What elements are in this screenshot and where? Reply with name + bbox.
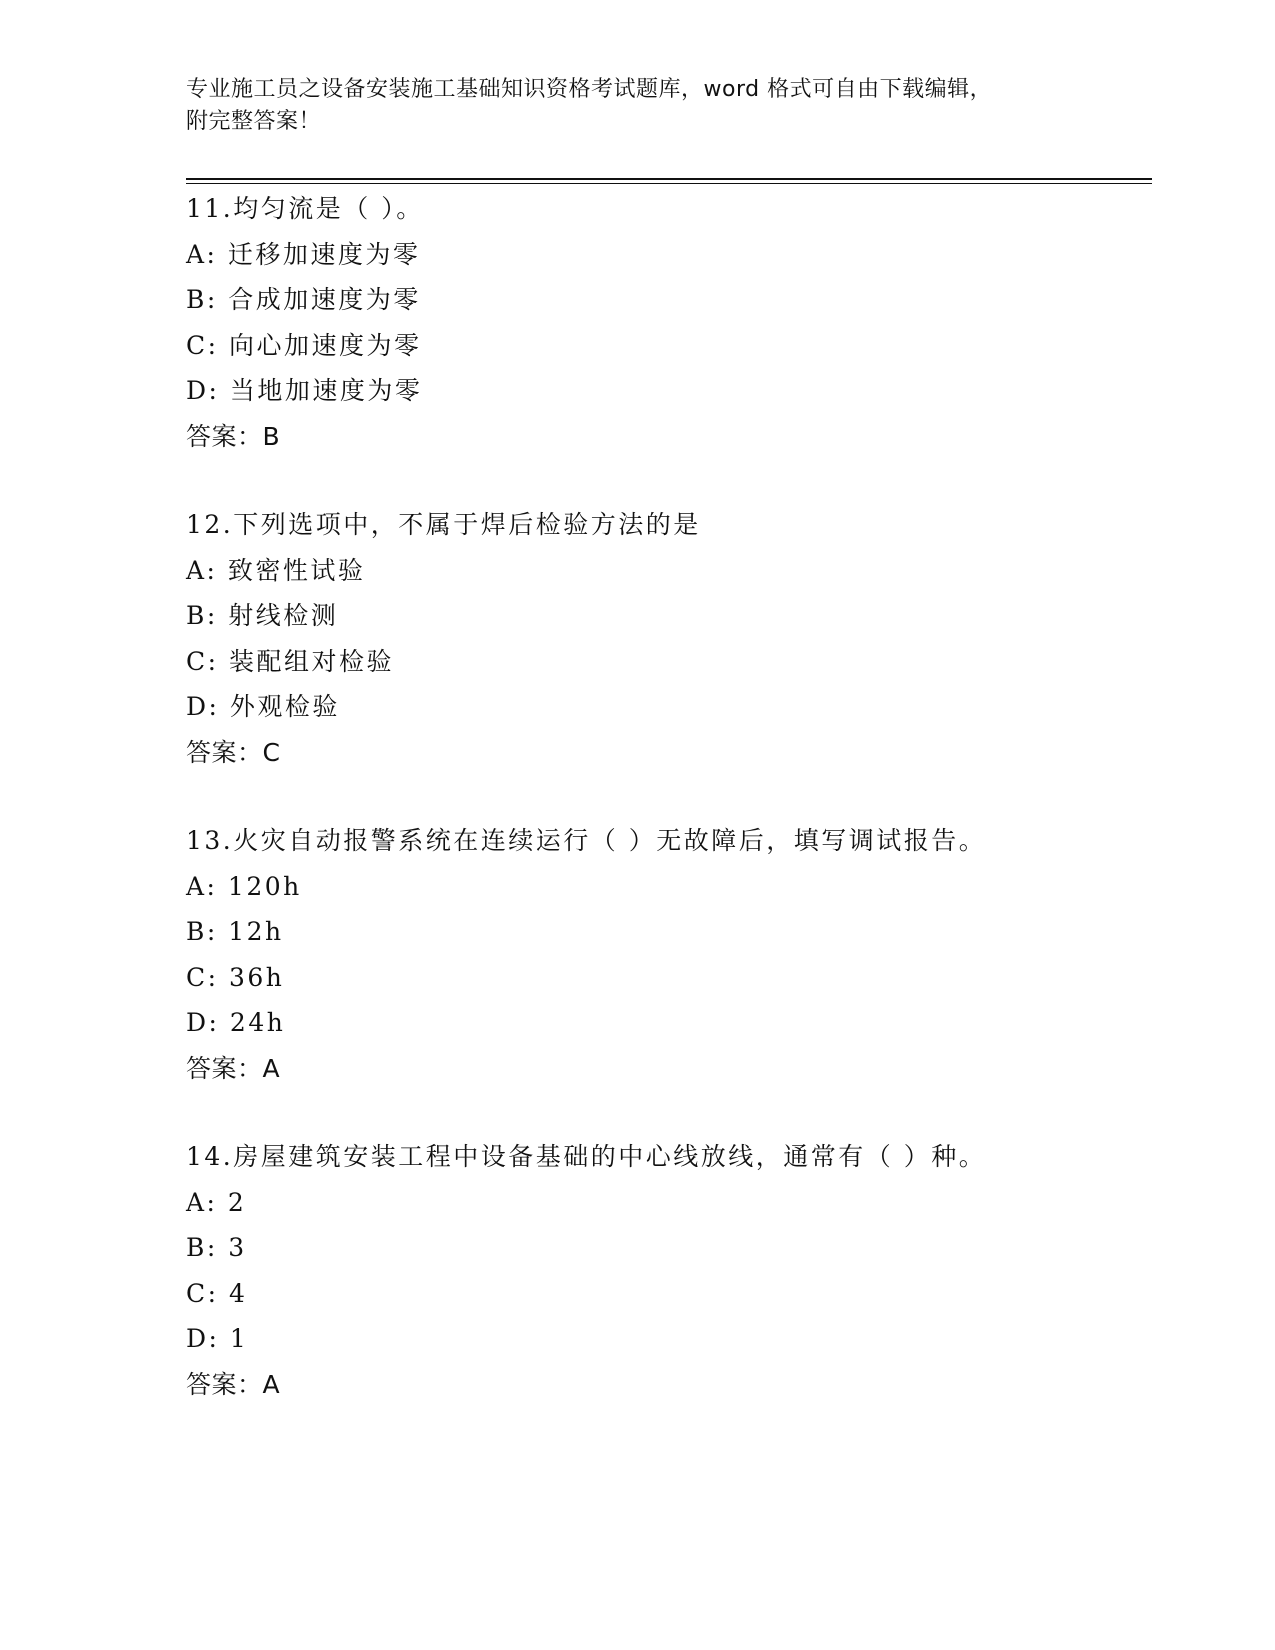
document-header bbox=[186, 74, 1066, 138]
option-b: B: 射线检测 bbox=[186, 601, 339, 630]
option-b: B: 12h bbox=[186, 917, 284, 946]
option-d: D: 当地加速度为零 bbox=[186, 376, 423, 405]
header-title-line-2: 附完整答案！ bbox=[186, 109, 322, 134]
option-c: C: 向心加速度为零 bbox=[186, 330, 422, 360]
option-c: C: 4 bbox=[186, 1278, 248, 1308]
answer-text: 答案：A bbox=[186, 1053, 281, 1083]
question-spacer bbox=[186, 1091, 1146, 1134]
option-d: D: 1 bbox=[186, 1324, 249, 1353]
option-a: A: 迁移加速度为零 bbox=[186, 239, 421, 269]
option-a: A: 2 bbox=[186, 1187, 247, 1217]
question-block bbox=[186, 502, 1146, 775]
question-block bbox=[186, 818, 1146, 1091]
question-spacer bbox=[186, 459, 1146, 502]
question-list bbox=[186, 186, 1146, 1407]
option-a: A: 120h bbox=[186, 871, 302, 901]
question-block bbox=[186, 1134, 1146, 1407]
question-text: 14.房屋建筑安装工程中设备基础的中心线放线，通常有（ ）种。 bbox=[186, 1142, 987, 1171]
question-text: 12.下列选项中，不属于焊后检验方法的是 bbox=[186, 510, 701, 539]
option-d: D: 外观检验 bbox=[186, 692, 340, 721]
option-c: C: 装配组对检验 bbox=[186, 646, 394, 676]
option-c: C: 36h bbox=[186, 962, 285, 992]
option-b: B: 3 bbox=[186, 1233, 247, 1262]
option-d: D: 24h bbox=[186, 1008, 286, 1037]
option-b: B: 合成加速度为零 bbox=[186, 285, 421, 314]
question-text: 11.均匀流是（ ）。 bbox=[186, 194, 424, 223]
question-text: 13.火灾自动报警系统在连续运行（ ）无故障后，填写调试报告。 bbox=[186, 826, 987, 855]
header-title-line-1: 专业施工员之设备安装施工基础知识资格考试题库，word 格式可自由下载编辑， bbox=[186, 77, 993, 102]
answer-text: 答案：B bbox=[186, 421, 281, 451]
option-a: A: 致密性试验 bbox=[186, 555, 366, 585]
header-divider-thin bbox=[186, 183, 1152, 184]
question-spacer bbox=[186, 775, 1146, 818]
answer-text: 答案：C bbox=[186, 737, 281, 767]
header-divider-thick bbox=[186, 178, 1152, 180]
answer-text: 答案：A bbox=[186, 1369, 281, 1399]
question-block bbox=[186, 186, 1146, 459]
